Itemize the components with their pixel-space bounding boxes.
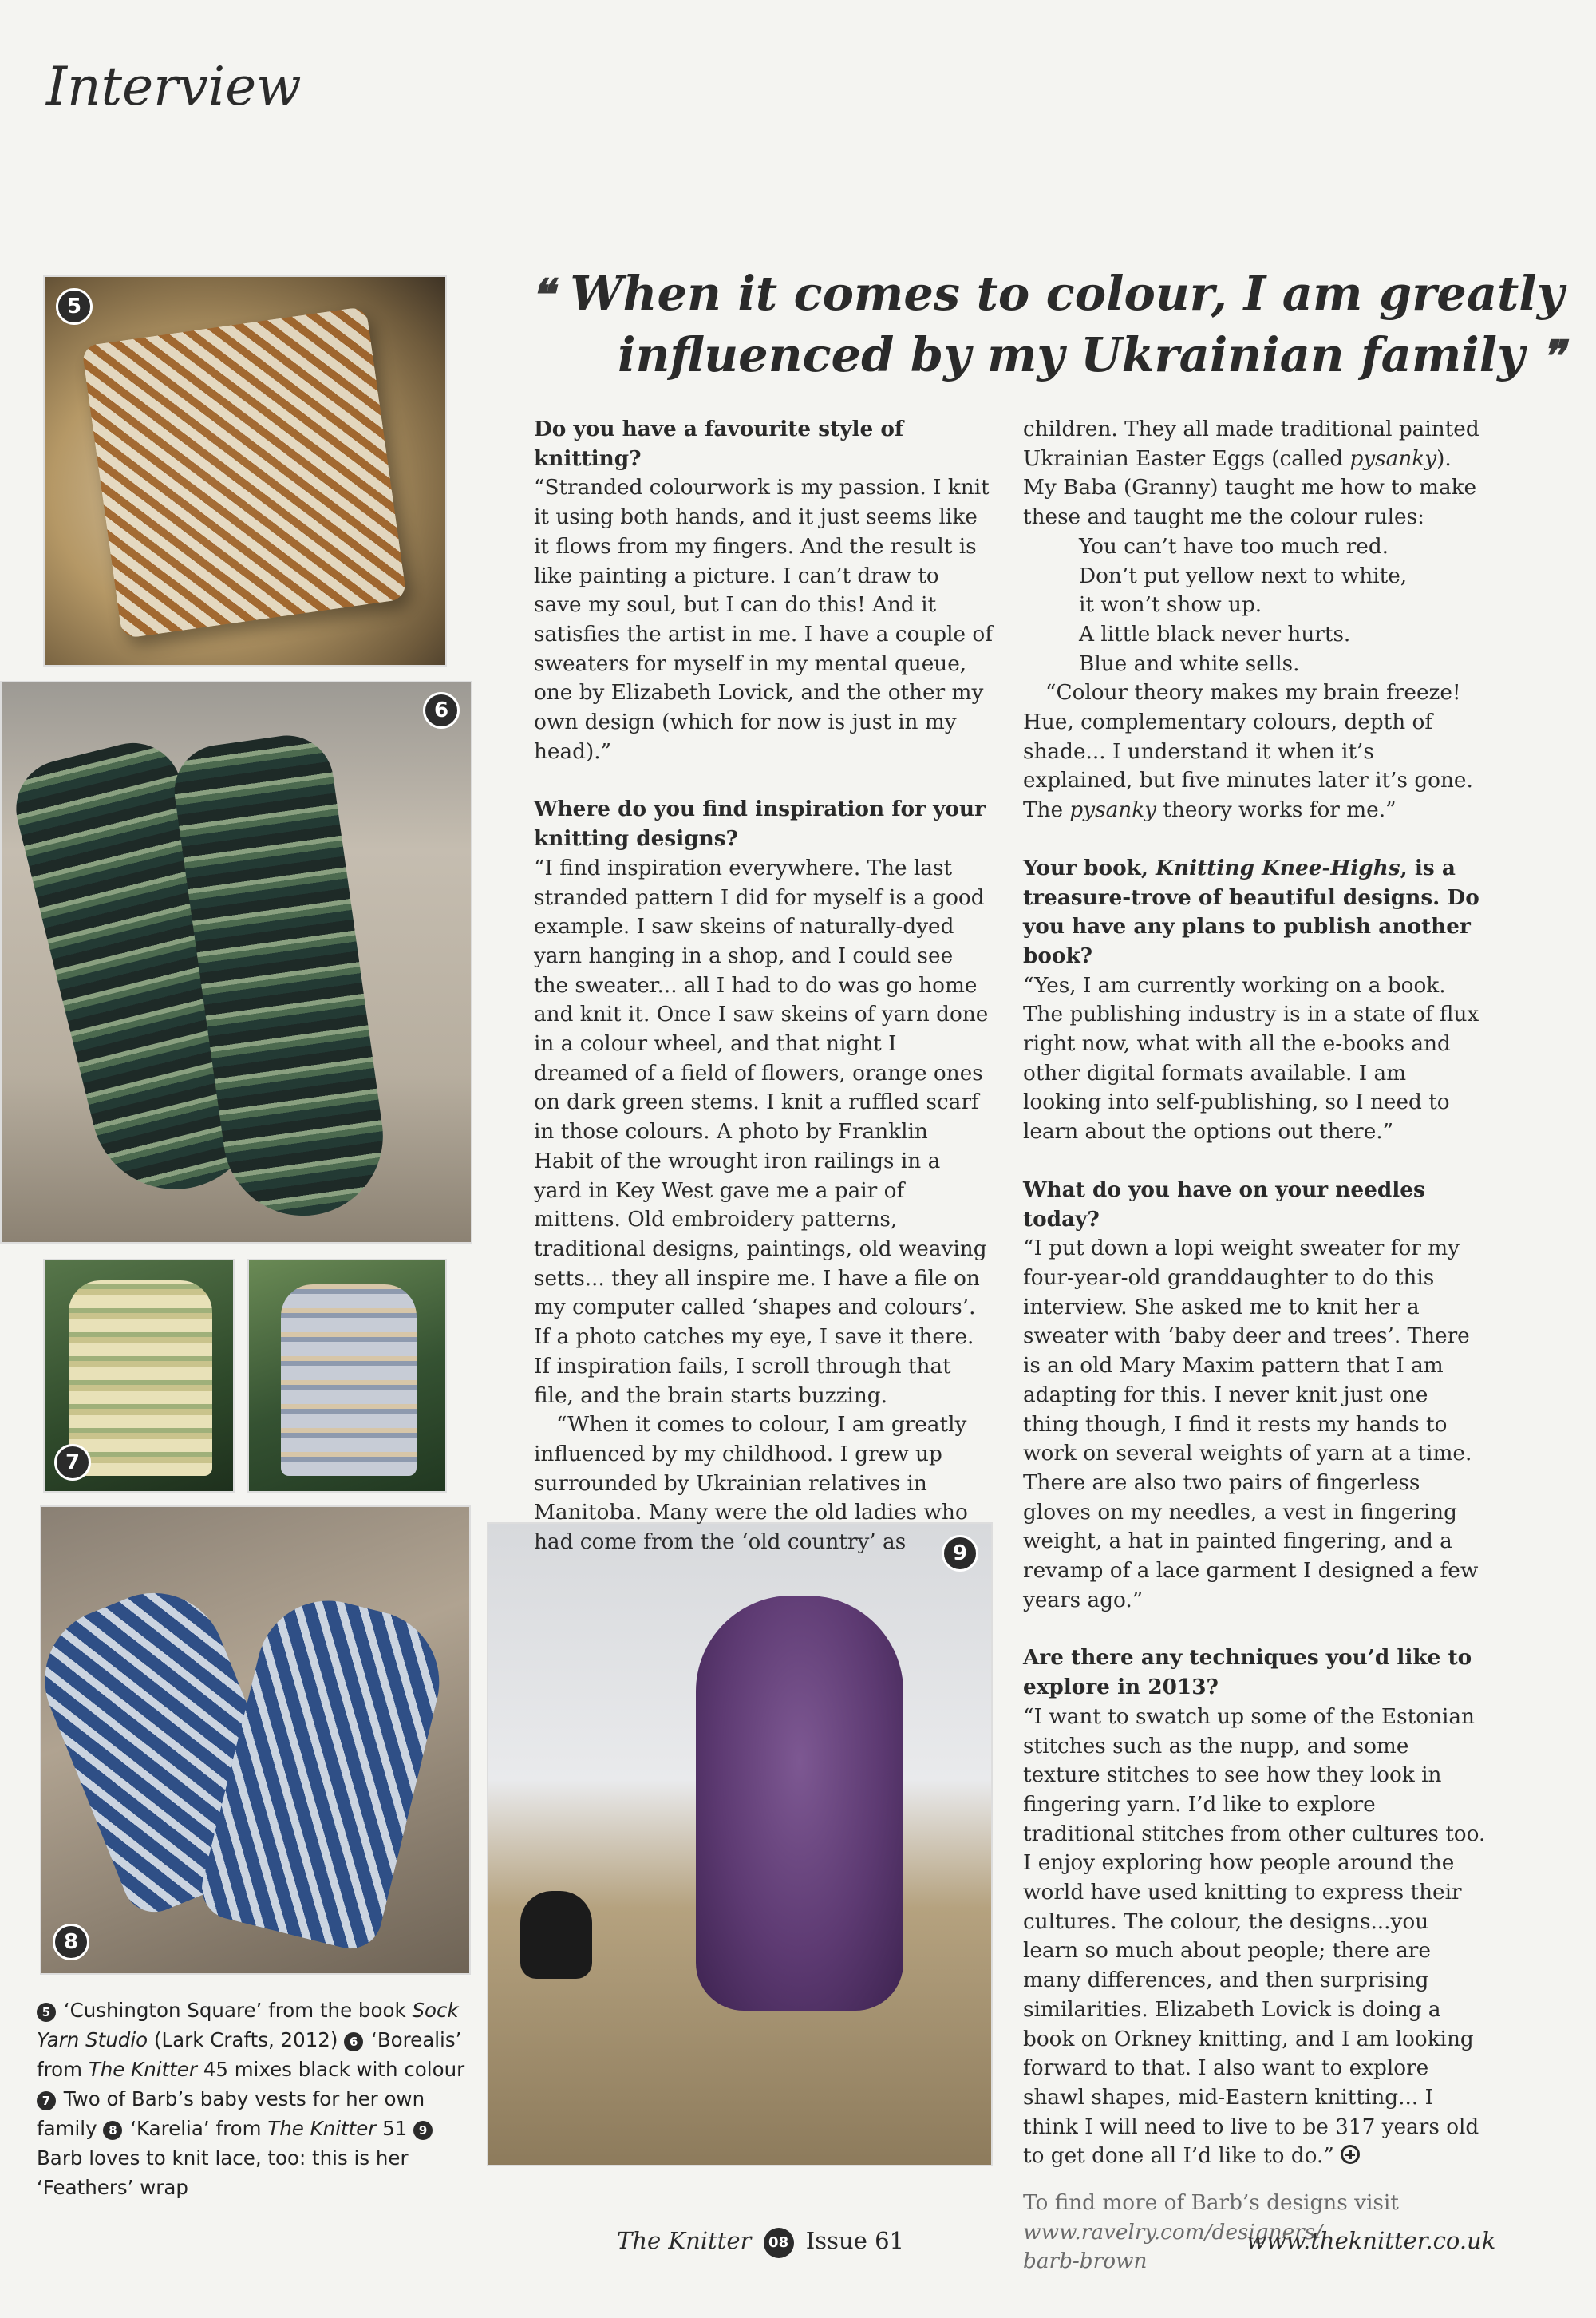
cushion-shape xyxy=(81,307,407,639)
footer-magazine-name: The Knitter xyxy=(617,2227,752,2254)
photo-caption xyxy=(37,1996,484,2202)
caption-text: ‘Karelia’ from xyxy=(124,2117,268,2140)
colour-rule: You can’t have too much red. xyxy=(1079,534,1389,559)
mitten-right xyxy=(196,1585,455,1955)
caption-number-6: 6 xyxy=(344,2032,363,2051)
answer-paragraph: “Stranded colourwork is my passion. I knit it using both hands, and it just seems like it flows from my fingers. And the result is like painting a picture. I can’t draw to save my soul, but I can do this! And it satisfies the artist in me. I have a couple of sweaters for myself in my mental queue, one by Elizabeth Lovick, and the other my own design (which for now is just in my head).” xyxy=(534,476,994,764)
dog-shape xyxy=(520,1891,592,1979)
footer-magazine xyxy=(617,2227,904,2258)
answer-paragraph: “I find inspiration everywhere. The last stranded pattern I did for myself is a good example. I saw skeins of naturally-dyed yarn hanging in a shop, and I could see the sweater... all I had to do was go home and knit it. Once I saw skeins of yarn done in a colour wheel, and that night I dreamed of a field of flowers, orange ones on dark green stems. I knit a ruffled scarf in those colours. A photo by Franklin Habit of the wrought iron railings in a yard in Key West gave me a pair of mittens. Old embroidery patterns, traditional designs, paintings, old weaving setts... they all inspire me. I have a file on my computer called ‘shapes and colours’. If a photo catches my eye, I save it there. If inspiration fails, I scroll through that file, and the brain starts buzzing. xyxy=(534,856,989,1408)
footer-issue: Issue 61 xyxy=(805,2227,904,2254)
page-number: 08 xyxy=(764,2228,794,2258)
colour-rule: A little black never hurts. xyxy=(1079,622,1351,647)
vest-shape xyxy=(281,1284,417,1476)
photo-number-5: 5 xyxy=(56,288,93,325)
caption-text: ‘Borealis’ from xyxy=(37,2028,462,2081)
photo-baby-vest-2 xyxy=(247,1259,447,1493)
caption-text: 51 xyxy=(376,2117,414,2140)
close-quote-icon: ❞ xyxy=(1540,330,1564,382)
caption-text: Barb loves to knit lace, too: this is her ‘Feathers’ wrap xyxy=(37,2146,409,2199)
pull-quote-line-2: influenced by my Ukrainian family xyxy=(618,327,1525,382)
photo-baby-vest-1 xyxy=(43,1259,235,1493)
question-next-book: Your book, Knitting Knee-Highs, is a treasure-trove of beautiful designs. Do you have any plans to publish another book? xyxy=(1023,855,1479,968)
more-designs-note: To find more of Barb’s designs visit xyxy=(1023,2191,1399,2216)
caption-book-title: Sock Yarn Studio xyxy=(37,1999,459,2051)
photo-mittens xyxy=(40,1505,471,1975)
article-column-2 xyxy=(1023,415,1486,2276)
colour-rule: it won’t show up. xyxy=(1079,593,1262,618)
photo-number-8: 8 xyxy=(53,1924,89,1960)
answer-paragraph: “Yes, I am currently working on a book. The publishing industry is in a state of flux right now, what with all the e-books and other digital formats available. I am looking into self-publishing, so I need to learn about the options out there.” xyxy=(1023,973,1479,1145)
article-column-1 xyxy=(534,415,993,1557)
pull-quote-line-1: When it comes to colour, I am greatly xyxy=(570,266,1564,321)
answer-paragraph: “When it comes to colour, I am greatly influenced by my childhood. I grew up surrounded by Ukrainian relatives in Manitoba. Many were the old ladies who had come from the ‘old country’ as xyxy=(534,1413,968,1555)
pull-quote xyxy=(527,263,1564,386)
caption-number-7: 7 xyxy=(37,2091,56,2110)
question-inspiration: Where do you find inspiration for your knitting designs? xyxy=(534,797,986,852)
ravelry-link-continued[interactable]: barb-brown xyxy=(1023,2249,1148,2274)
answer-paragraph: “Colour theory makes my brain freeze! Hue, complementary colours, depth of shade... I understand it when it’s explained, but five minutes later it’s gone. The pysanky theory works for me.” xyxy=(1023,681,1473,823)
question-favourite-style: Do you have a favourite style of knitting? xyxy=(534,417,904,471)
answer-paragraph-continued: children. They all made traditional painted Ukrainian Easter Eggs (called pysanky). My Baba (Granny) taught me how to make these and taught me the colour rules: xyxy=(1023,417,1479,530)
footer-website[interactable]: www.theknitter.co.uk xyxy=(1246,2227,1496,2254)
photo-number-6: 6 xyxy=(423,692,460,729)
caption-text: Two of Barb’s baby vests for her own family xyxy=(37,2087,425,2140)
photo-number-7: 7 xyxy=(54,1444,91,1481)
open-quote-icon: ❝ xyxy=(530,269,554,320)
question-needles-today: What do you have on your needles today? xyxy=(1023,1177,1425,1232)
caption-number-9: 9 xyxy=(413,2121,433,2140)
caption-text: ‘Cushington Square’ from the book xyxy=(63,1999,413,2022)
photo-socks xyxy=(0,681,472,1244)
question-techniques: Are there any techniques you’d like to explore in 2013? xyxy=(1023,1645,1472,1700)
caption-text: 45 mixes black with colour xyxy=(196,2058,465,2081)
section-header: Interview xyxy=(46,56,302,117)
photo-number-9: 9 xyxy=(942,1535,978,1572)
answer-paragraph: “I want to swatch up some of the Estonian stitches such as the nupp, and some texture stitches to see how they look in fingering yarn. I’d like to explore traditional stitches from other cultures too. I enjoy exploring how people around the world have used knitting to express their cultures. The colour, the designs...you learn so much about people; there are many differences, and then surprising similarities. Elizabeth Lovick is doing a book on Orkney knitting, and I am looking forward to that. I also want to explore shawl shapes, mid-Eastern knitting... I think I will need to live to be 317 years old to get done all I’d like to do.” xyxy=(1023,1704,1486,2169)
colour-rule: Don’t put yellow next to white, xyxy=(1079,564,1408,588)
caption-magazine-title: The Knitter xyxy=(88,2058,197,2081)
ravelry-link[interactable]: www.ravelry.com/designers/ xyxy=(1023,2220,1323,2245)
end-mark-icon xyxy=(1341,2145,1360,2164)
answer-paragraph: “I put down a lopi weight sweater for my four-year-old granddaughter to do this interview. She asked me to knit her a sweater with ‘baby deer and trees’. There is an old Mary Maxim pattern that I am adapting for this. I never knit just one thing though, I find it rests my hands to work on several weights of yarn at a time. There are also two pairs of fingerless gloves on my needles, a vest in fingering weight, a hat in painted fingering, and a revamp of a lace garment I designed a few years ago.” xyxy=(1023,1236,1479,1612)
vest-shape xyxy=(69,1280,212,1476)
colour-rule: Blue and white sells. xyxy=(1079,651,1300,676)
caption-number-8: 8 xyxy=(103,2121,122,2140)
photo-feathers-wrap xyxy=(487,1522,993,2166)
caption-number-5: 5 xyxy=(37,2003,56,2022)
photo-cushion xyxy=(43,275,447,667)
caption-text: (Lark Crafts, 2012) xyxy=(148,2028,345,2051)
wrap-shape xyxy=(696,1596,903,2011)
caption-magazine-title: The Knitter xyxy=(267,2117,377,2140)
